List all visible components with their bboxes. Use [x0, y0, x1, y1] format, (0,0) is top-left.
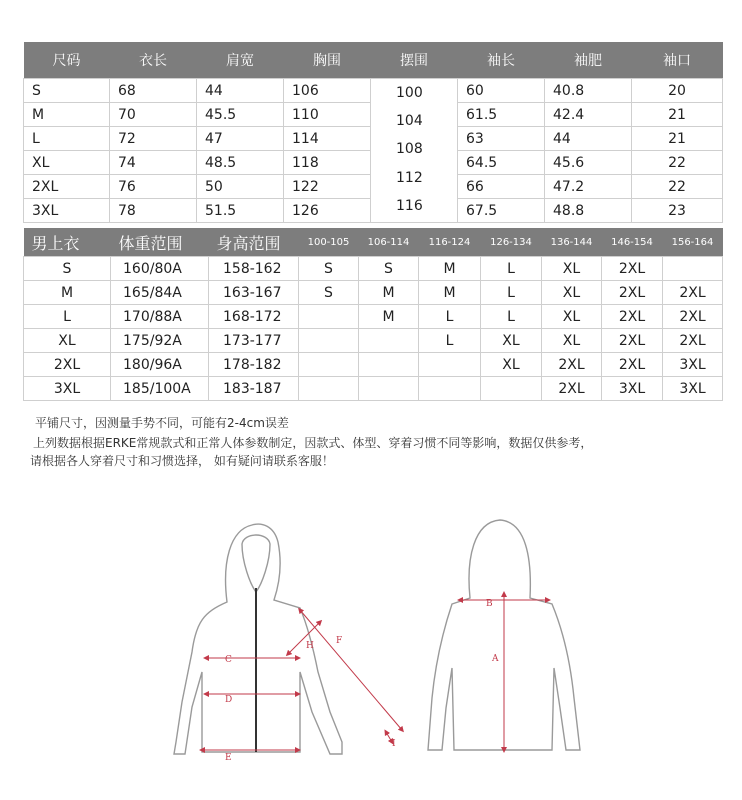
size-cell: S: [24, 257, 111, 281]
table-row: [24, 79, 723, 103]
size-cell: M: [24, 281, 111, 305]
recommended-size-cell: [299, 377, 359, 401]
recommended-size-cell: XL: [481, 329, 542, 353]
label-c: C: [225, 655, 232, 665]
header-band: 100-105: [299, 228, 359, 257]
height-cell: 183-187: [209, 377, 299, 401]
header-band: 146-154: [602, 228, 663, 257]
header-band: 156-164: [663, 228, 723, 257]
recommended-size-cell: L: [481, 281, 542, 305]
header-band: 116-124: [419, 228, 481, 257]
shoulder-cell: 44: [197, 79, 284, 103]
hem-value: 116: [396, 197, 423, 214]
sleeve-width-cell: 40.8: [545, 79, 632, 103]
shoulder-cell: 48.5: [197, 151, 284, 175]
chest-cell: 110: [284, 103, 371, 127]
recommended-size-cell: 2XL: [602, 305, 663, 329]
weight-cell: 160/80A: [111, 257, 209, 281]
recommended-size-cell: L: [481, 305, 542, 329]
recommended-size-cell: 3XL: [663, 377, 723, 401]
header-band: 136-144: [542, 228, 602, 257]
length-cell: 78: [110, 199, 197, 223]
recommended-size-cell: XL: [542, 257, 602, 281]
header-cuff: 袖口: [632, 42, 723, 79]
label-a: A: [492, 654, 499, 664]
length-cell: 68: [110, 79, 197, 103]
hem-value: 100: [396, 84, 423, 101]
hem-value: 108: [396, 140, 423, 157]
recommended-size-cell: S: [299, 281, 359, 305]
header-shoulder: 肩宽: [197, 42, 284, 79]
header-hem: 摆围: [371, 42, 458, 79]
hem-cell: [371, 79, 458, 223]
weight-cell: 175/92A: [111, 329, 209, 353]
recommended-size-cell: [359, 353, 419, 377]
recommended-size-cell: [299, 305, 359, 329]
weight-cell: 180/96A: [111, 353, 209, 377]
size-cell: 3XL: [24, 377, 111, 401]
size-cell: 3XL: [24, 199, 110, 223]
recommended-size-cell: 2XL: [663, 329, 723, 353]
recommended-size-cell: 2XL: [542, 377, 602, 401]
recommended-size-cell: L: [419, 305, 481, 329]
label-f: F: [336, 636, 343, 646]
table-row: [24, 281, 723, 305]
sleeve-width-cell: 47.2: [545, 175, 632, 199]
recommended-size-cell: [419, 353, 481, 377]
size-cell: L: [24, 127, 110, 151]
size-cell: 2XL: [24, 353, 111, 377]
chest-cell: 122: [284, 175, 371, 199]
recommended-size-cell: [299, 329, 359, 353]
height-cell: 173-177: [209, 329, 299, 353]
recommended-size-cell: [299, 353, 359, 377]
note-line: 请根据各人穿着尺寸和习惯选择， 如有疑问请联系客服！: [30, 454, 334, 468]
size-chart-table: [23, 42, 723, 223]
sleeve-width-cell: 45.6: [545, 151, 632, 175]
chest-cell: 118: [284, 151, 371, 175]
label-e: E: [225, 753, 232, 762]
recommended-size-cell: [663, 257, 723, 281]
fit-recommendation-table: [23, 228, 723, 401]
recommended-size-cell: 3XL: [663, 353, 723, 377]
cuff-cell: 20: [632, 79, 723, 103]
recommended-size-cell: 2XL: [663, 281, 723, 305]
size-cell: XL: [24, 151, 110, 175]
height-cell: 178-182: [209, 353, 299, 377]
table-row: [24, 257, 723, 281]
cuff-cell: 21: [632, 103, 723, 127]
weight-cell: 170/88A: [111, 305, 209, 329]
recommended-size-cell: 2XL: [542, 353, 602, 377]
recommended-size-cell: XL: [481, 353, 542, 377]
length-cell: 74: [110, 151, 197, 175]
note-line: 平铺尺寸，因测量手势不同，可能有2-4cm误差: [35, 416, 289, 430]
length-cell: 76: [110, 175, 197, 199]
length-cell: 70: [110, 103, 197, 127]
recommended-size-cell: S: [299, 257, 359, 281]
sleeve-length-cell: 63: [458, 127, 545, 151]
header-sleeve-width: 袖肥: [545, 42, 632, 79]
recommended-size-cell: XL: [542, 329, 602, 353]
sleeve-width-cell: 44: [545, 127, 632, 151]
front-jacket: [174, 524, 342, 754]
table-row: [24, 305, 723, 329]
size-cell: M: [24, 103, 110, 127]
sleeve-length-cell: 64.5: [458, 151, 545, 175]
shoulder-cell: 47: [197, 127, 284, 151]
size-cell: L: [24, 305, 111, 329]
sleeve-length-cell: 66: [458, 175, 545, 199]
label-i: I: [392, 739, 396, 749]
recommended-size-cell: 2XL: [602, 353, 663, 377]
recommended-size-cell: M: [419, 281, 481, 305]
size-table-header: [24, 42, 723, 79]
fit-table-header: [24, 228, 723, 257]
cuff-cell: 21: [632, 127, 723, 151]
size-cell: 2XL: [24, 175, 110, 199]
height-cell: 168-172: [209, 305, 299, 329]
sleeve-width-cell: 48.8: [545, 199, 632, 223]
label-b: B: [486, 599, 493, 609]
recommended-size-cell: [419, 377, 481, 401]
hem-value: 104: [396, 112, 423, 129]
recommended-size-cell: [359, 329, 419, 353]
chest-cell: 114: [284, 127, 371, 151]
weight-cell: 165/84A: [111, 281, 209, 305]
size-cell: S: [24, 79, 110, 103]
sleeve-length-cell: 61.5: [458, 103, 545, 127]
header-height-range: 身高范围: [209, 228, 299, 257]
cuff-cell: 23: [632, 199, 723, 223]
chest-cell: 106: [284, 79, 371, 103]
label-h: H: [306, 641, 314, 651]
recommended-size-cell: M: [359, 281, 419, 305]
recommended-size-cell: 2XL: [602, 329, 663, 353]
recommended-size-cell: [359, 377, 419, 401]
header-size: 尺码: [24, 42, 110, 79]
cuff-cell: 22: [632, 151, 723, 175]
hem-value: 112: [396, 169, 423, 186]
shoulder-cell: 50: [197, 175, 284, 199]
recommended-size-cell: L: [419, 329, 481, 353]
cuff-cell: 22: [632, 175, 723, 199]
sleeve-length-cell: 67.5: [458, 199, 545, 223]
chest-cell: 126: [284, 199, 371, 223]
measurement-diagram: [170, 518, 610, 762]
length-cell: 72: [110, 127, 197, 151]
recommended-size-cell: XL: [542, 281, 602, 305]
header-length: 衣长: [110, 42, 197, 79]
height-cell: 158-162: [209, 257, 299, 281]
size-cell: XL: [24, 329, 111, 353]
header-weight-range: 体重范围: [111, 228, 209, 257]
recommended-size-cell: 2XL: [602, 257, 663, 281]
recommended-size-cell: M: [359, 305, 419, 329]
label-d: D: [225, 695, 233, 705]
header-sleeve-length: 袖长: [458, 42, 545, 79]
shoulder-cell: 45.5: [197, 103, 284, 127]
header-mens-top: 男上衣: [24, 228, 111, 257]
note-line: 上列数据根据ERKE常规款式和正常人体参数制定，因款式、体型、穿着习惯不同等影响，数据仅供参考，: [33, 436, 593, 450]
recommended-size-cell: [481, 377, 542, 401]
table-row: [24, 377, 723, 401]
height-cell: 163-167: [209, 281, 299, 305]
recommended-size-cell: S: [359, 257, 419, 281]
header-band: 126-134: [481, 228, 542, 257]
sleeve-width-cell: 42.4: [545, 103, 632, 127]
recommended-size-cell: M: [419, 257, 481, 281]
weight-cell: 185/100A: [111, 377, 209, 401]
shoulder-cell: 51.5: [197, 199, 284, 223]
sleeve-length-cell: 60: [458, 79, 545, 103]
table-row: [24, 353, 723, 377]
recommended-size-cell: 2XL: [602, 281, 663, 305]
size-notes: [30, 414, 593, 470]
recommended-size-cell: 2XL: [663, 305, 723, 329]
recommended-size-cell: XL: [542, 305, 602, 329]
recommended-size-cell: 3XL: [602, 377, 663, 401]
header-band: 106-114: [359, 228, 419, 257]
recommended-size-cell: L: [481, 257, 542, 281]
header-chest: 胸围: [284, 42, 371, 79]
table-row: [24, 329, 723, 353]
